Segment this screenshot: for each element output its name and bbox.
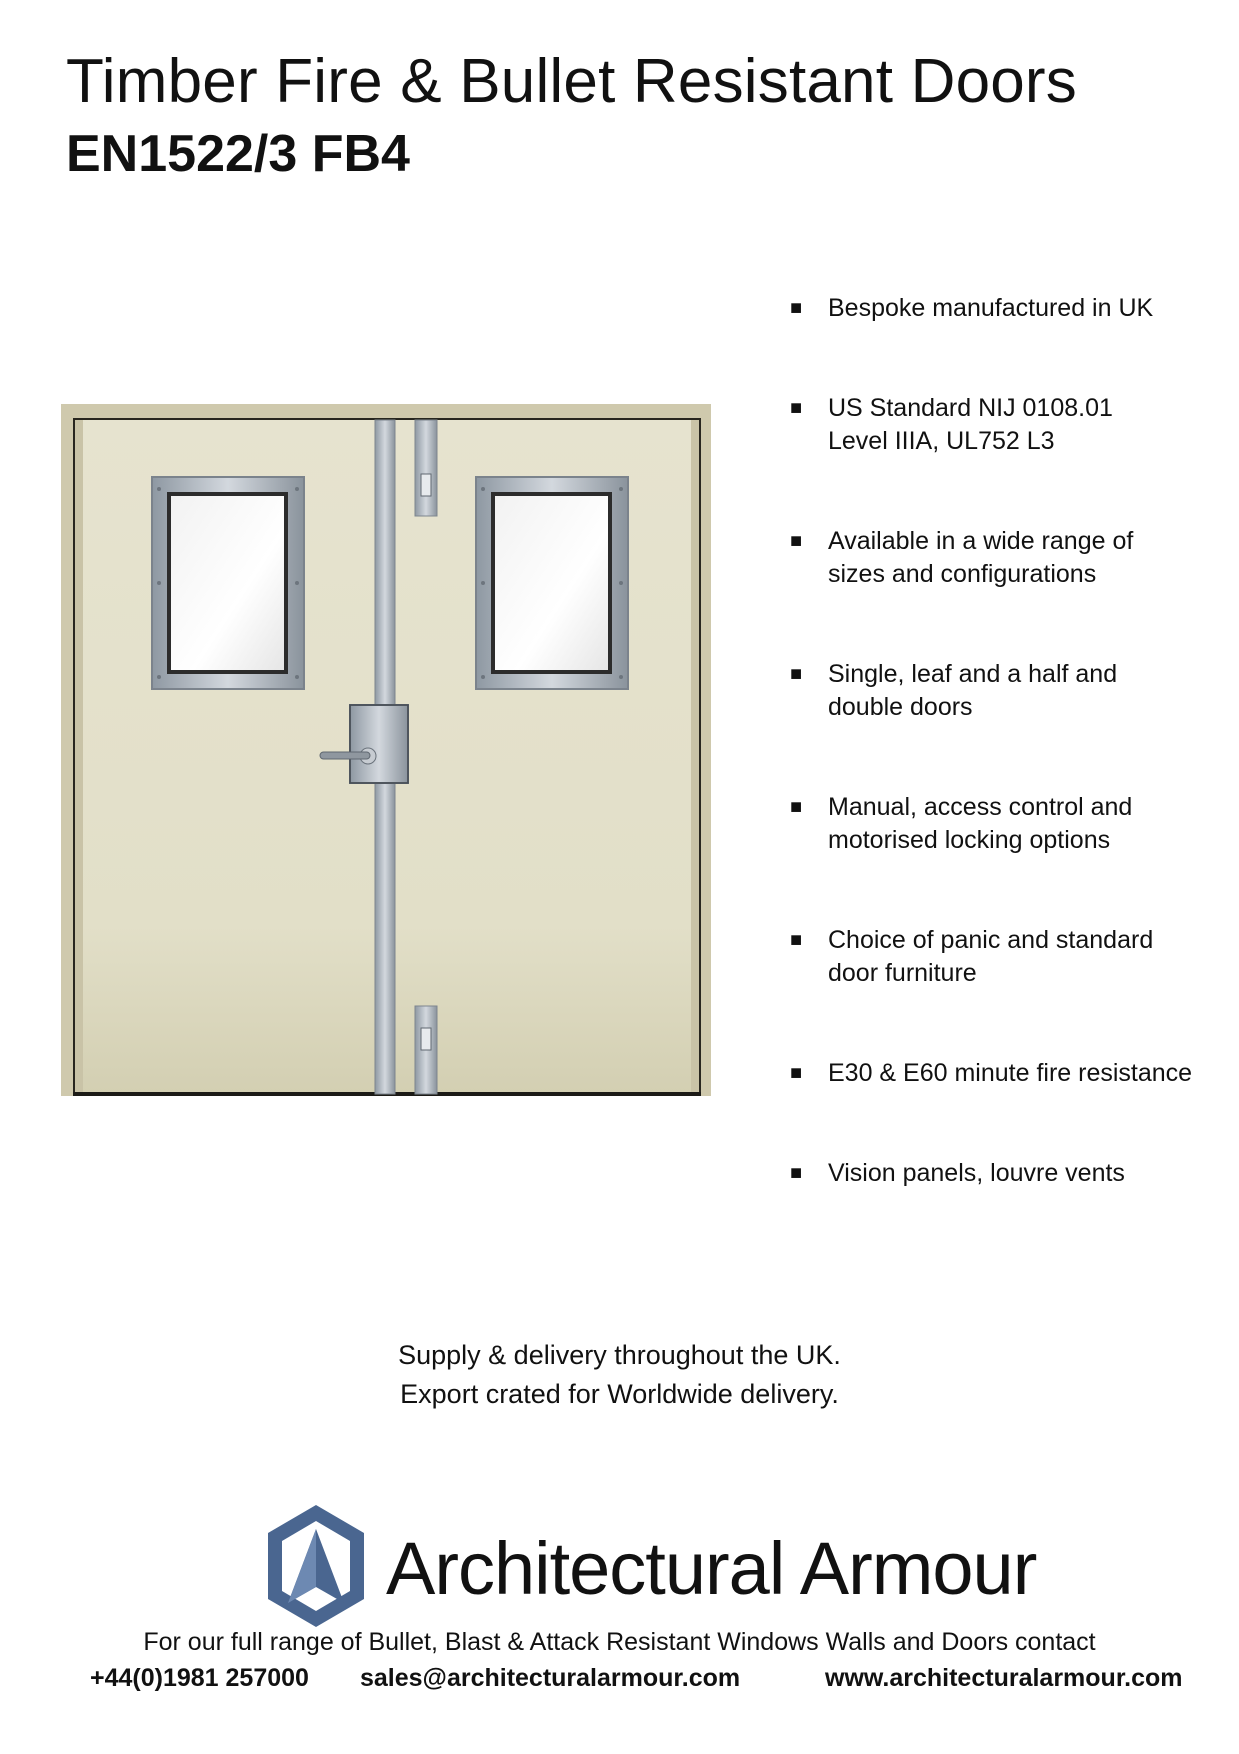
feature-text: Manual, access control and motorised locking options	[828, 793, 1133, 854]
feature-text: Available in a wide range of sizes and configurations	[828, 527, 1134, 588]
bullet-icon: ■	[790, 663, 803, 685]
bullet-icon: ■	[790, 297, 803, 319]
left-vision-panel	[152, 477, 304, 689]
bullet-icon: ■	[790, 1062, 803, 1084]
feature-text: Bespoke manufactured in UK	[828, 294, 1154, 322]
bullet-icon: ■	[790, 530, 803, 552]
right-vision-panel	[476, 477, 628, 689]
bullet-icon: ■	[790, 397, 803, 419]
supply-line-1: Supply & delivery throughout the UK.	[398, 1340, 841, 1370]
hexagon-triangle-logo-icon	[264, 1503, 368, 1629]
phone-number[interactable]: +44(0)1981 257000	[90, 1664, 309, 1692]
bullet-icon: ■	[790, 1162, 803, 1184]
page-title: Timber Fire & Bullet Resistant Doors	[66, 47, 1077, 116]
page-subtitle: EN1522/3 FB4	[66, 125, 410, 183]
feature-text: Vision panels, louvre vents	[828, 1159, 1125, 1187]
bullet-icon: ■	[790, 929, 803, 951]
supply-note	[0, 1336, 1239, 1414]
feature-text: US Standard NIJ 0108.01 Level IIIA, UL752 L3	[828, 394, 1113, 455]
feature-text: Single, leaf and a half and double doors	[828, 660, 1118, 721]
feature-text: E30 & E60 minute fire resistance	[828, 1059, 1193, 1087]
supply-line-2: Export crated for Worldwide delivery.	[400, 1379, 839, 1409]
website-link[interactable]: www.architecturalarmour.com	[825, 1664, 1183, 1692]
email-link[interactable]: sales@architecturalarmour.com	[360, 1664, 741, 1692]
brand-name: Architectural Armour	[386, 1527, 1037, 1610]
double-door-image	[61, 404, 711, 1096]
bullet-icon: ■	[790, 796, 803, 818]
contact-line: For our full range of Bullet, Blast & Attack Resistant Windows Walls and Doors contact	[143, 1628, 1096, 1656]
feature-text: Choice of panic and standard door furniture	[828, 926, 1154, 987]
